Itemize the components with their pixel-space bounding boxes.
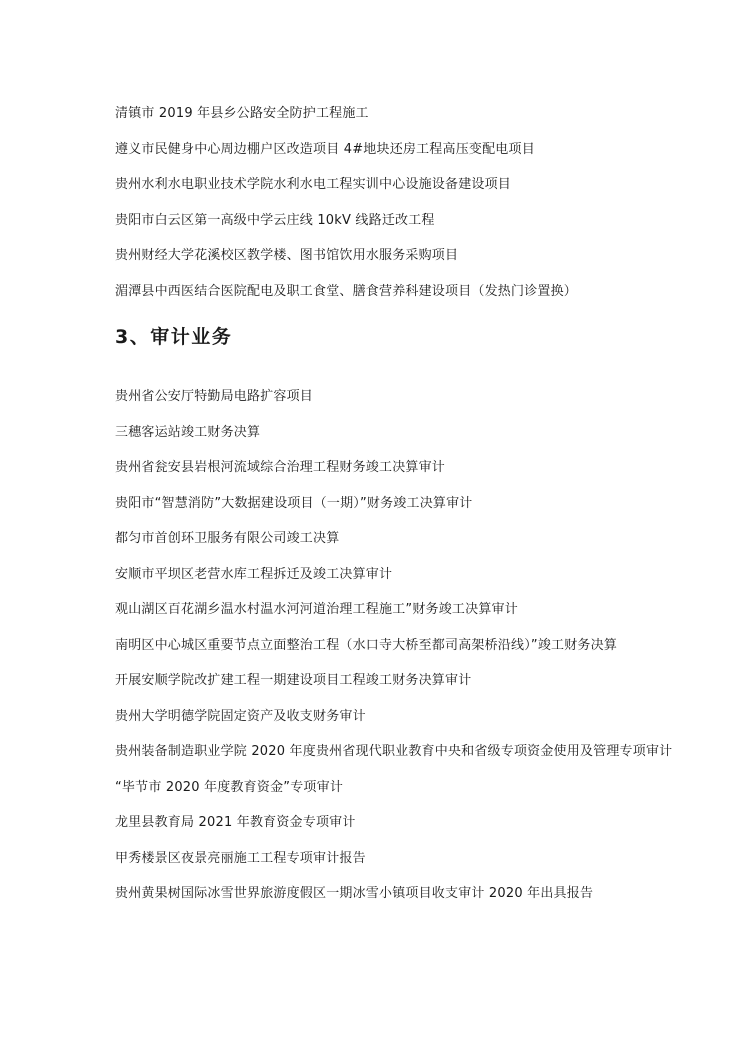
list-item: 贵州省公安厅特勤局电路扩容项目 [115, 389, 314, 404]
audit-list [115, 379, 675, 912]
list-item: 龙里县教育局 2021 年教育资金专项审计 [115, 815, 356, 830]
project-list [115, 96, 675, 309]
list-item: 贵州大学明德学院固定资产及收支财务审计 [115, 708, 366, 724]
list-item: 南明区中心城区重要节点立面整治工程（水口寺大桥至都司高架桥沿线）”竣工财务决算 [115, 637, 618, 653]
list-item: 贵阳市白云区第一高级中学云庄线 10kV 线路迁改工程 [115, 212, 435, 228]
list-item: 贵阳市“智慧消防”大数据建设项目（一期）”财务竣工决算审计 [115, 495, 473, 511]
list-item: 观山湖区百花湖乡温水村温水河河道治理工程施工”财务竣工决算审计 [115, 602, 518, 617]
list-item: 甲秀楼景区夜景亮丽施工工程专项审计报告 [115, 850, 366, 866]
list-item: 贵州黄果树国际冰雪世界旅游度假区一期冰雪小镇项目收支审计 2020 年出具报告 [115, 886, 594, 901]
list-item: “毕节市 2020 年度教育资金”专项审计 [115, 779, 344, 795]
section-heading-audit: 3、审计业务 [115, 326, 233, 348]
list-item: 贵州装备制造职业学院 2020 年度贵州省现代职业教育中央和省级专项资金使用及管理专项审计 [115, 744, 673, 759]
list-item: 清镇市 2019 年县乡公路安全防护工程施工 [115, 106, 369, 121]
list-item: 湄潭县中西医结合医院配电及职工食堂、膳食营养科建设项目（发热门诊置换） [115, 283, 578, 299]
list-item: 贵州水利水电职业技术学院水利水电工程实训中心设施设备建设项目 [115, 177, 512, 192]
list-item: 贵州财经大学花溪校区教学楼、图书馆饮用水服务采购项目 [115, 248, 459, 263]
list-item: 开展安顺学院改扩建工程一期建设项目工程竣工财务决算审计 [115, 673, 472, 688]
list-item: 三穗客运站竣工财务决算 [115, 424, 261, 440]
list-item: 贵州省瓮安县岩根河流域综合治理工程财务竣工决算审计 [115, 460, 446, 475]
list-item: 遵义市民健身中心周边棚户区改造项目 4#地块还房工程高压变配电项目 [115, 141, 535, 157]
list-item: 安顺市平坝区老营水库工程拆迁及竣工决算审计 [115, 566, 393, 582]
list-item: 都匀市首创环卫服务有限公司竣工决算 [115, 531, 340, 546]
